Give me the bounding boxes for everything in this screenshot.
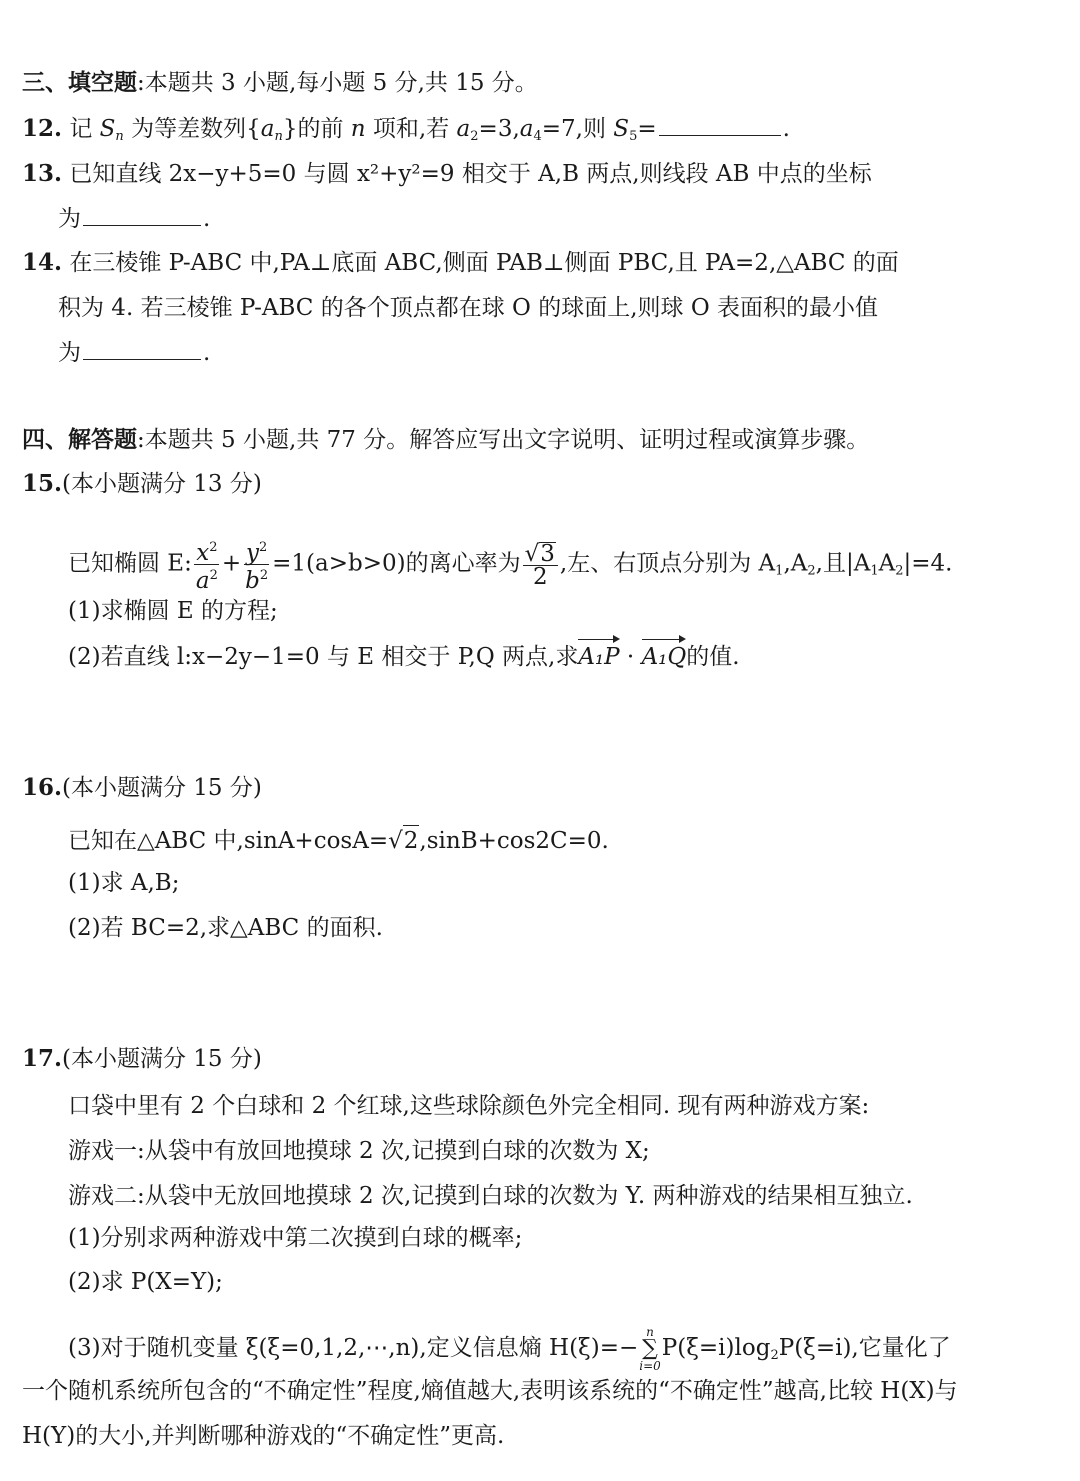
question-17-title: 17.(本小题满分 15 分): [22, 1045, 262, 1072]
question-number: 14.: [22, 249, 63, 276]
question-17-part1: (1)分别求两种游戏中第二次摸到白球的概率;: [68, 1225, 523, 1251]
question-number: 16.: [22, 774, 63, 801]
question-15-title: 15.(本小题满分 13 分): [22, 470, 262, 497]
question-14: 14. 在三棱锥 P-ABC 中,PA⊥底面 ABC,侧面 PAB⊥侧面 PBC,且 PA=2,△ABC 的面: [22, 249, 899, 276]
question-16-part2: (2)若 BC=2,求△ABC 的面积.: [68, 915, 383, 941]
answer-blank[interactable]: [83, 203, 201, 226]
answer-blank[interactable]: [659, 113, 781, 136]
question-number: 13.: [22, 160, 63, 187]
question-17-part3-line3: H(Y)的大小,并判断哪种游戏的“不确定性”更高.: [22, 1423, 505, 1449]
question-15-stem: 已知椭圆 E: $\frac{x^2}{a^2}$ + $\frac{y^2}{b^2}$ =1(a>b>0)的离心率为 $\frac{√3}{2}$ ,左、右顶点分别为 $A_1,A_2$,且$|A_1A_2|=4$.: [68, 537, 952, 592]
question-14-line2: 积为 4. 若三棱锥 P-ABC 的各个顶点都在球 O 的球面上,则球 O 表面积的最小值: [58, 295, 878, 321]
section-4-heading: [22, 425, 869, 455]
section-3-desc: :本题共 3 小题,每小题 5 分,共 15 分。: [137, 70, 538, 96]
question-17-stem-1: 口袋中里有 2 个白球和 2 个红球,这些球除颜色外完全相同. 现有两种游戏方案:: [68, 1093, 870, 1119]
section-4-desc: :本题共 5 小题,共 77 分。解答应写出文字说明、证明过程或演算步骤。: [137, 427, 870, 453]
fraction: $\frac{√3}{2}$: [523, 542, 558, 588]
section-3-heading: [22, 68, 538, 98]
fraction: $\frac{x^2}{a^2}$: [194, 537, 220, 592]
fraction: $\frac{y^2}{b^2}$: [243, 537, 270, 592]
question-14-line3: 为 .: [58, 337, 210, 368]
question-15-part2: (2)若直线 l:x−2y−1=0 与 E 相交于 P,Q 两点,求A₁P · A₁Q的值.: [68, 644, 740, 670]
question-number: 12.: [22, 115, 63, 142]
section-3-title: 三、填空题: [22, 69, 137, 96]
question-15-part1: (1)求椭圆 E 的方程;: [68, 598, 278, 624]
question-13-cont: 为 .: [58, 203, 210, 234]
question-16-part1: (1)求 A,B;: [68, 870, 180, 896]
answer-blank[interactable]: [83, 337, 201, 360]
question-17-stem-2: 游戏一:从袋中有放回地摸球 2 次,记摸到白球的次数为 X;: [68, 1138, 650, 1164]
question-16-title: 16.(本小题满分 15 分): [22, 774, 262, 801]
question-number: 17.: [22, 1045, 63, 1072]
question-13: 13. 已知直线 2x−y+5=0 与圆 x²+y²=9 相交于 A,B 两点,则线段 AB 中点的坐标: [22, 160, 872, 187]
question-16-stem: 已知在△ABC 中,sinA+cosA=√2,sinB+cos2C=0.: [68, 825, 609, 856]
summation: n ∑ i=0: [639, 1325, 661, 1373]
section-4-title: 四、解答题: [22, 426, 137, 453]
vector-a1q: A₁Q: [641, 644, 687, 670]
question-17-stem-3: 游戏二:从袋中无放回地摸球 2 次,记摸到白球的次数为 Y. 两种游戏的结果相互独立.: [68, 1183, 913, 1209]
question-number: 15.: [22, 470, 63, 497]
vector-a1p: A₁P: [578, 644, 620, 670]
question-12: 12. 记 $S_n$ 为等差数列$\{a_n\}$的前 n 项和,若 $a_2=3,a_4=7$,则 $S_5=$ .: [22, 115, 790, 144]
question-17-part3: (3)对于随机变量 ξ(ξ=0,1,2,⋯,n),定义信息熵 H(ξ)=− n ∑ i=0 $P(\xi=i)\log_2P(\xi=i)$,它量化了: [68, 1325, 951, 1373]
question-17-part3-line2: 一个随机系统所包含的“不确定性”程度,熵值越大,表明该系统的“不确定性”越高,比较 H(X)与: [22, 1378, 958, 1404]
question-17-part2: (2)求 P(X=Y);: [68, 1269, 223, 1295]
